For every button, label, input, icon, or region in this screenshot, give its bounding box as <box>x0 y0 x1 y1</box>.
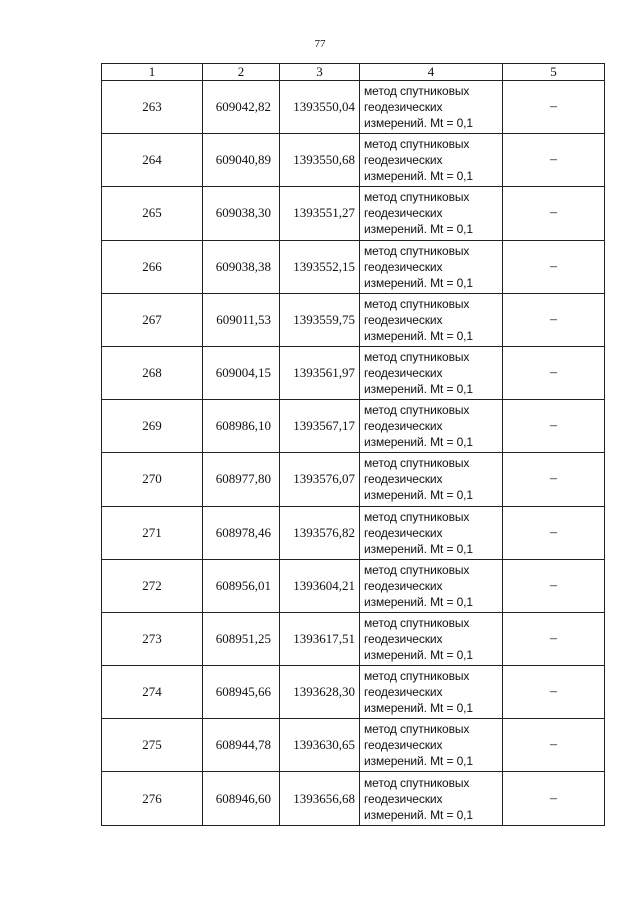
table-row <box>102 453 605 506</box>
y-coordinate-cell: 1393630,65 <box>280 719 360 772</box>
method-text-line: геодезических <box>364 206 443 221</box>
method-text-line: метод спутниковых <box>364 403 470 418</box>
note-cell: – <box>503 346 605 399</box>
method-text-line: геодезических <box>364 791 443 806</box>
column-header-1: 1 <box>102 64 203 81</box>
method-cell <box>360 506 503 559</box>
method-text-line: метод спутниковых <box>364 562 470 577</box>
method-text-line: измерений. Mt = 0,1 <box>364 435 473 450</box>
table-row <box>102 559 605 612</box>
point-number-cell: 265 <box>102 187 203 240</box>
x-coordinate-cell: 609004,15 <box>203 346 280 399</box>
x-coordinate-cell: 609011,53 <box>203 293 280 346</box>
table-row <box>102 293 605 346</box>
method-cell <box>360 134 503 187</box>
method-cell <box>360 81 503 134</box>
x-coordinate-cell: 608978,46 <box>203 506 280 559</box>
method-text-line: геодезических <box>364 578 443 593</box>
x-coordinate-cell: 608946,60 <box>203 772 280 825</box>
method-text-line: измерений. Mt = 0,1 <box>364 328 473 343</box>
method-text-line: метод спутниковых <box>364 669 470 684</box>
method-text-line: метод спутниковых <box>364 296 470 311</box>
x-coordinate-cell: 608986,10 <box>203 400 280 453</box>
y-coordinate-cell: 1393656,68 <box>280 772 360 825</box>
note-cell: – <box>503 772 605 825</box>
table-header-row <box>102 64 605 81</box>
method-text-line: метод спутниковых <box>364 775 470 790</box>
column-header-2: 2 <box>203 64 280 81</box>
x-coordinate-cell: 608951,25 <box>203 612 280 665</box>
method-text-line: геодезических <box>364 312 443 327</box>
y-coordinate-cell: 1393550,04 <box>280 81 360 134</box>
method-cell <box>360 612 503 665</box>
method-text-line: геодезических <box>364 631 443 646</box>
method-text-line: геодезических <box>364 525 443 540</box>
page-number: 77 <box>314 38 326 50</box>
method-text-line: измерений. Mt = 0,1 <box>364 647 473 662</box>
table-row <box>102 666 605 719</box>
method-text-line: измерений. Mt = 0,1 <box>364 541 473 556</box>
point-number-cell: 266 <box>102 240 203 293</box>
method-cell <box>360 346 503 399</box>
method-text-line: измерений. Mt = 0,1 <box>364 116 473 131</box>
method-text-line: геодезических <box>364 366 443 381</box>
x-coordinate-cell: 608956,01 <box>203 559 280 612</box>
method-text-line: геодезических <box>364 153 443 168</box>
table-row <box>102 240 605 293</box>
table-row <box>102 81 605 134</box>
note-cell: – <box>503 453 605 506</box>
method-cell <box>360 666 503 719</box>
table-body <box>102 81 605 826</box>
y-coordinate-cell: 1393576,07 <box>280 453 360 506</box>
method-cell <box>360 187 503 240</box>
table-row <box>102 772 605 825</box>
point-number-cell: 270 <box>102 453 203 506</box>
method-text-line: геодезических <box>364 738 443 753</box>
table-row <box>102 187 605 240</box>
note-cell: – <box>503 719 605 772</box>
y-coordinate-cell: 1393551,27 <box>280 187 360 240</box>
method-text-line: геодезических <box>364 100 443 115</box>
method-text-line: измерений. Mt = 0,1 <box>364 807 473 822</box>
y-coordinate-cell: 1393559,75 <box>280 293 360 346</box>
method-text-line: измерений. Mt = 0,1 <box>364 594 473 609</box>
method-text-line: геодезических <box>364 419 443 434</box>
method-text-line: метод спутниковых <box>364 84 470 99</box>
y-coordinate-cell: 1393567,17 <box>280 400 360 453</box>
method-cell <box>360 719 503 772</box>
column-header-5: 5 <box>503 64 605 81</box>
coordinates-table <box>101 63 605 826</box>
method-cell <box>360 240 503 293</box>
method-text-line: измерений. Mt = 0,1 <box>364 169 473 184</box>
method-text-line: метод спутниковых <box>364 509 470 524</box>
note-cell: – <box>503 187 605 240</box>
y-coordinate-cell: 1393628,30 <box>280 666 360 719</box>
method-text-line: измерений. Mt = 0,1 <box>364 382 473 397</box>
table-row <box>102 134 605 187</box>
table-row <box>102 612 605 665</box>
point-number-cell: 273 <box>102 612 203 665</box>
point-number-cell: 267 <box>102 293 203 346</box>
method-text-line: измерений. Mt = 0,1 <box>364 222 473 237</box>
method-cell <box>360 293 503 346</box>
point-number-cell: 271 <box>102 506 203 559</box>
column-header-4: 4 <box>360 64 503 81</box>
x-coordinate-cell: 608944,78 <box>203 719 280 772</box>
x-coordinate-cell: 609042,82 <box>203 81 280 134</box>
y-coordinate-cell: 1393617,51 <box>280 612 360 665</box>
note-cell: – <box>503 506 605 559</box>
note-cell: – <box>503 81 605 134</box>
table-row <box>102 400 605 453</box>
point-number-cell: 269 <box>102 400 203 453</box>
method-cell <box>360 453 503 506</box>
point-number-cell: 276 <box>102 772 203 825</box>
note-cell: – <box>503 293 605 346</box>
note-cell: – <box>503 559 605 612</box>
method-cell <box>360 400 503 453</box>
point-number-cell: 264 <box>102 134 203 187</box>
method-text-line: геодезических <box>364 685 443 700</box>
method-text-line: геодезических <box>364 472 443 487</box>
method-cell <box>360 559 503 612</box>
method-text-line: метод спутниковых <box>364 243 470 258</box>
x-coordinate-cell: 609040,89 <box>203 134 280 187</box>
table-row <box>102 346 605 399</box>
y-coordinate-cell: 1393550,68 <box>280 134 360 187</box>
y-coordinate-cell: 1393552,15 <box>280 240 360 293</box>
note-cell: – <box>503 612 605 665</box>
note-cell: – <box>503 400 605 453</box>
table-row <box>102 506 605 559</box>
x-coordinate-cell: 608945,66 <box>203 666 280 719</box>
method-cell <box>360 772 503 825</box>
point-number-cell: 268 <box>102 346 203 399</box>
note-cell: – <box>503 666 605 719</box>
method-text-line: измерений. Mt = 0,1 <box>364 488 473 503</box>
point-number-cell: 272 <box>102 559 203 612</box>
method-text-line: измерений. Mt = 0,1 <box>364 701 473 716</box>
y-coordinate-cell: 1393576,82 <box>280 506 360 559</box>
column-header-3: 3 <box>280 64 360 81</box>
table-row <box>102 719 605 772</box>
method-text-line: метод спутниковых <box>364 350 470 365</box>
point-number-cell: 275 <box>102 719 203 772</box>
note-cell: – <box>503 134 605 187</box>
method-text-line: измерений. Mt = 0,1 <box>364 754 473 769</box>
x-coordinate-cell: 609038,38 <box>203 240 280 293</box>
note-cell: – <box>503 240 605 293</box>
x-coordinate-cell: 609038,30 <box>203 187 280 240</box>
y-coordinate-cell: 1393561,97 <box>280 346 360 399</box>
method-text-line: метод спутниковых <box>364 137 470 152</box>
method-text-line: измерений. Mt = 0,1 <box>364 275 473 290</box>
method-text-line: метод спутниковых <box>364 722 470 737</box>
method-text-line: метод спутниковых <box>364 615 470 630</box>
method-text-line: метод спутниковых <box>364 190 470 205</box>
point-number-cell: 274 <box>102 666 203 719</box>
point-number-cell: 263 <box>102 81 203 134</box>
x-coordinate-cell: 608977,80 <box>203 453 280 506</box>
method-text-line: геодезических <box>364 259 443 274</box>
y-coordinate-cell: 1393604,21 <box>280 559 360 612</box>
method-text-line: метод спутниковых <box>364 456 470 471</box>
